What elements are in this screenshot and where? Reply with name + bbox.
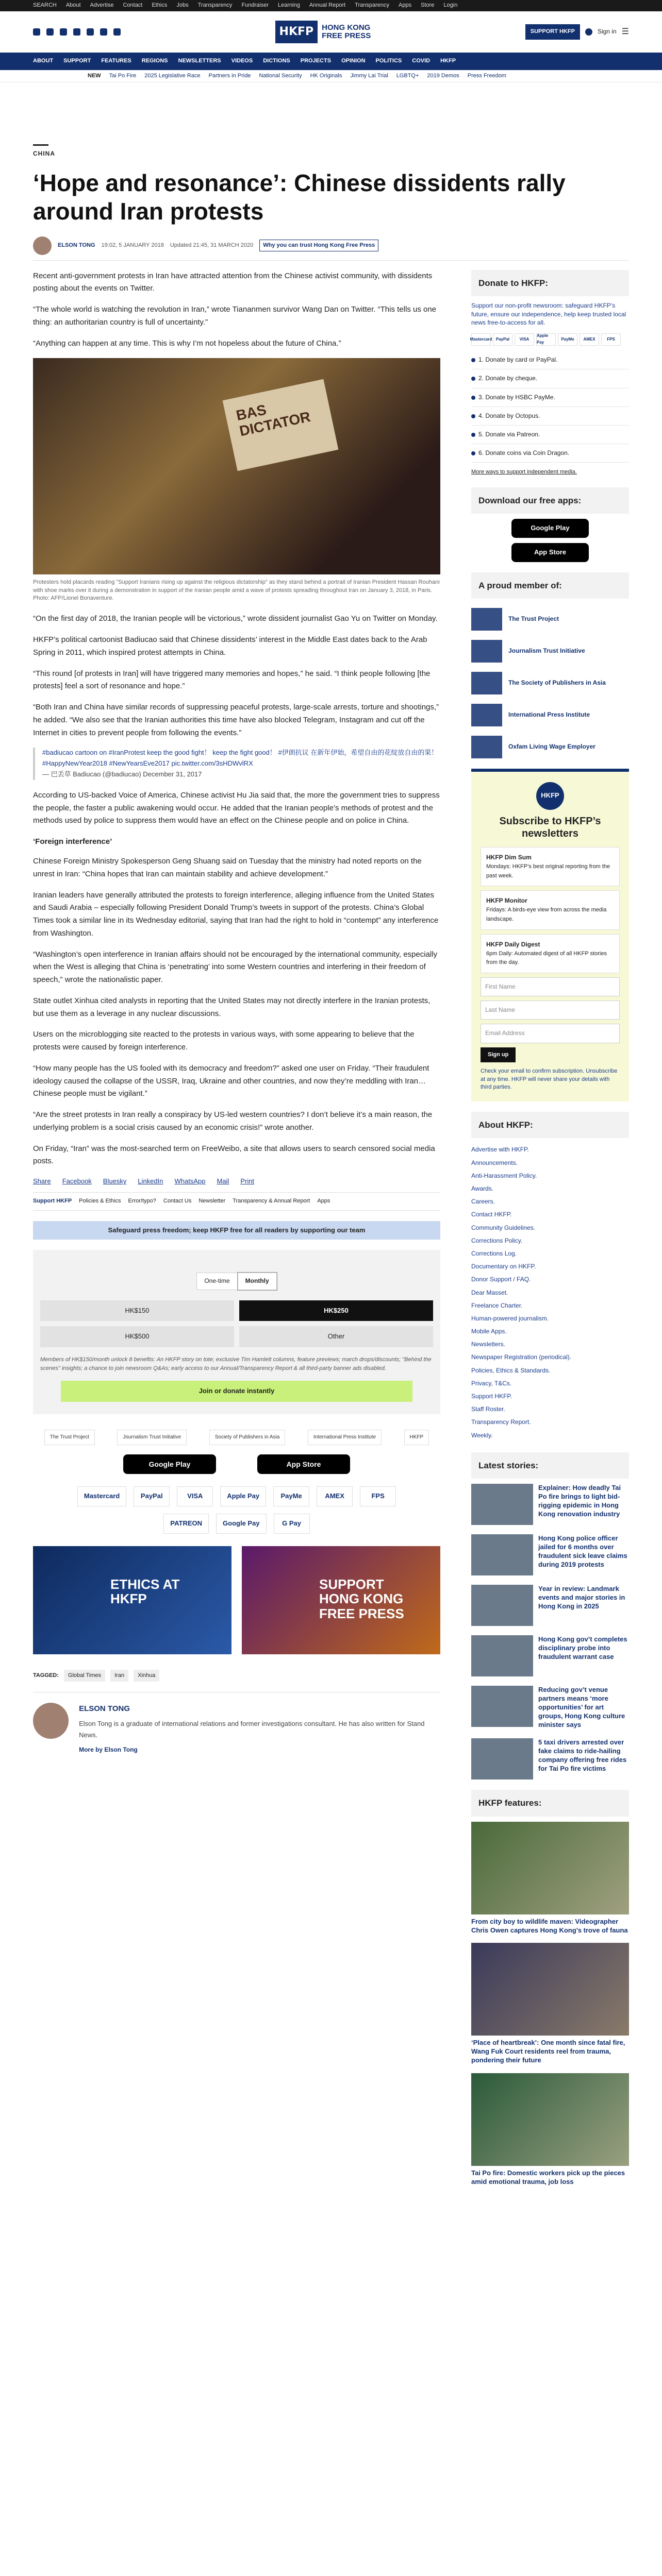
topbar-link[interactable]: Apps (399, 2, 412, 9)
about-link[interactable]: Awards. (471, 1185, 494, 1193)
about-link[interactable]: Advertise with HKFP. (471, 1146, 529, 1154)
content-columns (33, 270, 629, 2195)
payment-logo: AMEX (317, 1486, 353, 1506)
youtube-icon[interactable] (87, 28, 94, 36)
paragraph: “The whole world is watching the revolution in Iran,” wrote Tiananmen survivor Wang Dan on Twitter. “This tells us one thing: an authoritarian country is full of uncertainty.” (33, 305, 437, 327)
top-utility-bar (0, 0, 662, 11)
site-header (0, 11, 662, 53)
sidebar-apps-title: Download our free apps: (471, 487, 629, 514)
photo-caption: Protesters hold placards reading "Support Iranians rising up against the religious dictatorship" as they stand behind a portrait of Iranian President Hassan Rouhani with shoe marks over it during a demonstration in support of the Iranian people amid a wave of protests spreading throughout Iran on January 3, 2018, in Paris. Photo: AFP/Lionel Bonaventure. (33, 579, 440, 602)
newsletter-option-name: HKFP Dim Sum (486, 853, 532, 861)
trending-link[interactable]: Jimmy Lai Trial (350, 72, 388, 79)
footer-link[interactable]: Apps (317, 1197, 330, 1204)
main-nav (0, 53, 662, 70)
nav-item[interactable]: COVID (412, 58, 431, 64)
member-org[interactable] (471, 672, 629, 694)
about-link[interactable]: Announcements. (471, 1159, 518, 1166)
newsletter-option-desc: 6pm Daily: Automated digest of all HKFP stories from the day. (486, 950, 607, 966)
photo-placard: BAS DICTATOR (223, 379, 339, 471)
category-rule (33, 144, 48, 146)
logo-mark: HKFP (275, 21, 318, 43)
linkedin-icon[interactable] (100, 28, 107, 36)
feature-title: ‘Place of heartbreak’: One month since fatal fire, Wang Fuk Court residents reel from trauma, pondering their future (471, 2039, 625, 2064)
about-link[interactable]: Dear Masset. (471, 1289, 508, 1296)
tag-list (33, 1670, 440, 1682)
author-avatar (33, 236, 52, 255)
member-org-name: The Society of Publishers in Asia (508, 679, 606, 687)
card-logos (471, 333, 629, 346)
member-org-logo (471, 672, 502, 694)
card-logo: PayPal (493, 333, 512, 346)
support-button[interactable]: SUPPORT HKFP (525, 24, 580, 40)
about-links (471, 1143, 629, 1442)
about-link[interactable]: Human-powered journalism. (471, 1314, 549, 1322)
member-org-name: The Trust Project (508, 615, 559, 623)
feature-title: From city boy to wildlife maven: Videographer Chris Owen captures Hong Kong’s trove of fauna (471, 1917, 628, 1934)
member-org[interactable] (471, 608, 629, 631)
story-title: 5 taxi drivers arrested over fake claims to ride-hailing company offering free rides for Tai Po fire victims (538, 1738, 627, 1773)
paragraph: Users on the microblogging site reacted to the protests in various ways, with some appearing to believe that the protests were caused by foreign interference. (33, 1030, 415, 1052)
amount-options (40, 1300, 433, 1348)
about-link[interactable]: Anti-Harassment Policy. (471, 1172, 537, 1179)
about-link[interactable]: Donor Support / FAQ. (471, 1276, 531, 1283)
sidebar (471, 270, 629, 2195)
site-logo[interactable] (275, 21, 371, 43)
sidebar-member-title: A proud member of: (471, 572, 629, 599)
topbar-link[interactable]: Jobs (176, 2, 189, 9)
paragraph: Iranian leaders have generally attributed the protests to foreign interference, alleging influence from the United States and Saudi Arabia – especially following President Donald Trump’s tweets in support of the protests. China’s Global Times took a similar line in its Wednesday editorial, saying that Iran had the right to hold in “contempt” any interference from Washington. (33, 890, 439, 938)
latest-story[interactable] (471, 1686, 629, 1729)
member-org-logo (471, 736, 502, 758)
logo-line1: HONG KONG (322, 23, 371, 32)
story-thumbnail (471, 1484, 533, 1525)
donate-way[interactable]: 4. Donate by Octopus. (471, 407, 629, 426)
member-logo: The Trust Project (44, 1430, 95, 1445)
story-thumbnail (471, 1635, 533, 1676)
member-benefits-note: Members of HK$150/month unlock 8 benefits: An HKFP story on tote; exclusive Tim Hamlett columns, feature previews; march drops/discounts; "Behind the scenes" insights; a chance to join newsroom Q&As; early access to our Annual/Transparency Report & all third-party banner ads disabled. (40, 1357, 432, 1371)
logo-text (322, 24, 371, 41)
donate-way[interactable]: 5. Donate via Patreon. (471, 426, 629, 444)
about-link[interactable]: Newsletters. (471, 1341, 506, 1348)
feature-story[interactable] (471, 2073, 629, 2187)
story-thumbnail (471, 1738, 533, 1780)
card-logo: Mastercard (471, 333, 491, 346)
trending-link[interactable]: Partners in Pride (208, 72, 251, 79)
card-logo: AMEX (580, 333, 599, 346)
nav-item[interactable]: NEWSLETTERS (178, 58, 221, 64)
story-title: Year in review: Landmark events and major stories in Hong Kong in 2025 (538, 1584, 625, 1610)
promo-support[interactable]: SUPPORT HONG KONG FREE PRESS (242, 1546, 440, 1654)
newsletter-note: Check your email to confirm subscription. Unsubscribe at any time. HKFP will never share your details with third parties. (481, 1068, 618, 1090)
nav-item[interactable]: ABOUT (33, 58, 54, 64)
sidebar-app-store[interactable]: App Store (511, 543, 589, 562)
feature-image (471, 1943, 629, 2036)
author-box (33, 1692, 440, 1756)
newsletter-badge: HKFP (536, 782, 564, 810)
tag[interactable]: Xinhua (134, 1670, 159, 1682)
more-by-author[interactable]: More by Elson Tong (79, 1746, 138, 1754)
google-play-badge[interactable]: Google Play (123, 1454, 216, 1474)
article-photo (33, 358, 440, 574)
about-link[interactable]: Policies, Ethics & Standards. (471, 1366, 551, 1374)
nav-item[interactable]: POLITICS (375, 58, 402, 64)
donate-way[interactable]: 2. Donate by cheque. (471, 369, 629, 388)
about-link[interactable]: Transparency Report. (471, 1418, 531, 1426)
author-bio: Elson Tong is a graduate of international relations and former investigations consultant. He has also written for Stand News. (79, 1720, 425, 1739)
promo-ethics[interactable]: ETHICS AT HKFP (33, 1546, 231, 1654)
member-org[interactable] (471, 704, 629, 726)
sidebar-features-title: HKFP features: (471, 1790, 629, 1816)
donate-way[interactable]: 6. Donate coins via Coin Dragon. (471, 444, 629, 463)
latest-story[interactable] (471, 1635, 629, 1676)
tweet-text: #badiucao cartoon on #IranProtest keep the good fight！ keep the fight good！ #伊朗抗议 在新年伊始，希望自由的花绽放自由的果！#HappyNewYear2018 #NewYearsEve2017 pic.twitter.com/3sHDWvlRX (42, 749, 438, 768)
share-label: Share (33, 1177, 51, 1185)
sidebar-google-play[interactable]: Google Play (511, 519, 589, 538)
paragraph: HKFP’s political cartoonist Badiucao said that Chinese dissidents’ interest in the Middle East dates back to the Arab Spring in 2011, which inspired protest attempts in China. (33, 635, 427, 657)
member-org[interactable] (471, 736, 629, 758)
feature-story[interactable] (471, 1943, 629, 2065)
latest-story[interactable] (471, 1585, 629, 1626)
trending-link[interactable]: LGBTQ+ (396, 72, 419, 79)
author-photo (33, 1703, 69, 1739)
header-actions (525, 24, 629, 40)
paragraph: According to US-backed Voice of America, Chinese activist Hu Jia said that, the more the government tries to suppress the people, the faster a public awakening would occur. He added that the Iranian people’s methods of protest and the methods used by police to suppress them would have an effect on the Chinese people and on police in China. (33, 790, 440, 825)
publish-date: 19:02, 5 JANUARY 2018 (101, 242, 164, 248)
payment-logo: PayMe (273, 1486, 309, 1506)
story-thumbnail (471, 1585, 533, 1626)
nav-item[interactable]: DICTIONS (263, 58, 290, 64)
logo-line2: FREE PRESS (322, 31, 371, 40)
member-logos (33, 1430, 440, 1445)
about-link[interactable]: Support HKFP. (471, 1393, 512, 1400)
menu-icon[interactable]: ☰ (621, 27, 629, 37)
about-link[interactable]: Newspaper Registration (periodical). (471, 1353, 572, 1361)
member-org-logo (471, 704, 502, 726)
newsletter-option[interactable] (481, 847, 620, 886)
nav-item[interactable]: PROJECTS (300, 58, 332, 64)
nav-item[interactable]: HKFP (440, 58, 456, 64)
paragraph: “On the first day of 2018, the Iranian people will be victorious,” wrote dissident journalist Gao Yu on Twitter on Monday. (33, 614, 438, 623)
about-link[interactable]: Corrections Policy. (471, 1236, 523, 1244)
newsletter-option-name: HKFP Monitor (486, 897, 527, 905)
payment-logo: FPS (360, 1486, 396, 1506)
sidebar-donate-title: Donate to HKFP: (471, 270, 629, 296)
trending-link[interactable]: 2025 Legislative Race (144, 72, 201, 79)
paragraph: “Washington’s open interference in Iranian affairs should not be encouraged by the international community, especially when the West is alleging that China is ‘penetrating’ into some Western countries and interfering in their freedom of speech,” wrote the nationalistic paper. (33, 950, 438, 985)
amount-option[interactable]: Other (239, 1326, 433, 1347)
signup-button[interactable]: Sign up (481, 1047, 516, 1063)
amount-option[interactable]: HK$500 (40, 1326, 234, 1347)
donate-way[interactable]: 1. Donate by card or PayPal. (471, 351, 629, 369)
member-logo: Journalism Trust Initiative (117, 1430, 187, 1445)
article-footer-links (33, 1192, 440, 1211)
about-link[interactable]: Staff Roster. (471, 1405, 505, 1413)
topbar-link[interactable]: Ethics (152, 2, 168, 9)
share-linkedin[interactable]: LinkedIn (138, 1177, 163, 1185)
payment-logo: PATREON (163, 1514, 209, 1534)
about-link[interactable]: Weekly. (471, 1431, 493, 1439)
first-name-input[interactable]: First Name (481, 977, 620, 996)
tagged-label: TAGGED: (33, 1672, 59, 1679)
topbar-link[interactable]: Contact (123, 2, 143, 9)
trust-link[interactable]: Why you can trust Hong Kong Free Press (259, 240, 378, 252)
member-logo: International Press Institute (308, 1430, 382, 1445)
feature-image (471, 2073, 629, 2166)
share-bluesky[interactable]: Bluesky (103, 1177, 127, 1185)
card-logo: VISA (515, 333, 534, 346)
story-title: Hong Kong police officer jailed for 6 months over fraudulent sick leave claims during 2019 protests (538, 1534, 627, 1568)
footer-link[interactable]: Newsletter (198, 1197, 226, 1204)
trending-link[interactable]: HK Originals (310, 72, 342, 79)
member-org-name: International Press Institute (508, 711, 590, 719)
trending-label: NEW (88, 72, 101, 79)
topbar-link[interactable]: Login (443, 2, 458, 9)
payment-logo: G Pay (274, 1514, 310, 1534)
paragraph: Recent anti-government protests in Iran have attracted attention from the Chinese activist community, with dissidents posting about the events on Twitter. (33, 271, 433, 293)
share-print[interactable]: Print (240, 1177, 255, 1185)
latest-story[interactable] (471, 1738, 629, 1780)
payment-logo: Apple Pay (220, 1486, 266, 1506)
main-content (33, 144, 629, 2195)
newsletter-option[interactable] (481, 934, 620, 973)
payment-logo: VISA (177, 1486, 213, 1506)
sidebar-donate-text[interactable]: Support our non-profit newsroom: safeguard HKFP’s future, ensure our independence, help keep trusted local news free-to-access for all. (471, 301, 626, 327)
story-title: Hong Kong gov’t completes disciplinary probe into fraudulent warrant case (538, 1635, 627, 1660)
payment-logo: Mastercard (77, 1486, 126, 1506)
member-logo: HKFP (404, 1430, 429, 1445)
latest-story[interactable] (471, 1484, 629, 1525)
topbar-link[interactable]: Transparency (355, 2, 390, 9)
social-icons (33, 28, 121, 36)
footer-link[interactable]: Policies & Ethics (79, 1197, 121, 1204)
story-title: Reducing gov’t venue partners means ‘more opportunities’ for art groups, Hong Kong culture minister says (538, 1685, 625, 1728)
trending-bar (0, 70, 662, 82)
feature-story[interactable] (471, 1822, 629, 1935)
topbar-link[interactable]: Transparency (197, 2, 233, 9)
about-link[interactable]: Mobile Apps. (471, 1328, 507, 1335)
sidebar-about-title: About HKFP: (471, 1112, 629, 1138)
trending-link[interactable]: Press Freedom (467, 72, 506, 79)
donate-ways (471, 351, 629, 463)
embedded-tweet[interactable] (33, 748, 440, 779)
twitter-icon[interactable] (46, 28, 54, 36)
topbar-link[interactable]: Fundraiser (241, 2, 269, 9)
about-link[interactable]: Corrections Log. (471, 1249, 517, 1257)
about-link[interactable]: Documentary on HKFP. (471, 1263, 536, 1270)
member-org[interactable] (471, 640, 629, 663)
category-label[interactable]: CHINA (33, 150, 55, 157)
member-org-name: Journalism Trust Initiative (508, 647, 585, 655)
member-org-name: Oxfam Living Wage Employer (508, 743, 595, 751)
frequency-toggle (40, 1273, 433, 1290)
about-link[interactable]: Privacy, T&Cs. (471, 1379, 512, 1387)
share-whatsapp[interactable]: WhatsApp (174, 1177, 206, 1185)
threads-icon[interactable] (73, 28, 80, 36)
about-link[interactable]: Freelance Charter. (471, 1301, 523, 1309)
share-bar (33, 1176, 440, 1187)
article-title: ‘Hope and resonance’: Chinese dissidents rally around Iran protests (33, 170, 566, 225)
amount-option-selected[interactable]: HK$250 (239, 1300, 433, 1321)
author-box-name[interactable]: ELSON TONG (79, 1704, 130, 1714)
donate-widget (33, 1250, 440, 1414)
trending-link[interactable]: Tai Po Fire (109, 72, 137, 79)
amount-option[interactable]: HK$150 (40, 1300, 234, 1321)
updated-date: Updated 21:45, 31 MARCH 2020 (170, 242, 254, 248)
payment-logo: PayPal (134, 1486, 170, 1506)
topbar-link[interactable]: Store (421, 2, 435, 9)
paragraph: “This round [of protests in Iran] will have triggered many memories and hopes,” he said. “I think people following [the protests] feel a sort of resonance and hope.” (33, 669, 431, 691)
topbar-link[interactable]: About (65, 2, 81, 9)
paragraph: “Both Iran and China have similar records of suppressing peaceful protests, large-scale arrests, torture and shootings,” he added. “We also see that the Iranian authorities this time have also blocked Telegram, Instagram and cut off the Internet in cities to prevent people from following the events.” (33, 703, 439, 737)
app-store-badges (33, 1454, 440, 1474)
newsletter-title: Subscribe to HKFP’s newsletters (499, 815, 601, 839)
paragraph: “Anything can happen at any time. This is why I’m not hopeless about the future of China.” (33, 338, 341, 348)
story-thumbnail (471, 1686, 533, 1727)
paragraph: “How many people has the US fooled with its democracy and freedom?” asked one user on Friday. “Their fraudulent ideology caused the collapse of the USSR, Iraq, Ukraine and other countries, and now they’re meddling with Iran… Chinese people must be vigilant.” (33, 1063, 429, 1098)
payment-methods (54, 1486, 420, 1534)
topbar-link[interactable]: Learning (278, 2, 300, 9)
tag[interactable]: Iran (110, 1670, 128, 1682)
feature-image (471, 1822, 629, 1914)
newsletter-box (471, 769, 629, 1101)
topbar-link[interactable]: SEARCH (33, 2, 57, 9)
promo-banners (33, 1546, 440, 1654)
newsletter-option-name: HKFP Daily Digest (486, 940, 540, 948)
footer-link[interactable]: Transparency & Annual Report (233, 1197, 310, 1204)
article-body (33, 270, 440, 2195)
topbar-link[interactable]: Annual Report (309, 2, 346, 9)
footer-link[interactable]: Support HKFP (33, 1197, 72, 1204)
nav-item[interactable]: FEATURES (101, 58, 131, 64)
nav-item[interactable]: VIDEOS (231, 58, 253, 64)
toggle-monthly[interactable]: Monthly (238, 1273, 277, 1290)
share-mail[interactable]: Mail (217, 1177, 229, 1185)
member-org-logo (471, 640, 502, 663)
donate-banner[interactable]: Safeguard press freedom; keep HKFP free for all readers by supporting our team (33, 1221, 440, 1240)
about-link[interactable]: Careers. (471, 1198, 495, 1206)
trending-link[interactable]: National Security (259, 72, 302, 79)
email-input[interactable]: Email Address (481, 1024, 620, 1043)
nav-item[interactable]: SUPPORT (63, 58, 91, 64)
member-logo: Society of Publishers in Asia (209, 1430, 286, 1445)
about-link[interactable]: Community Guidelines. (471, 1224, 536, 1231)
paragraph: “Are the street protests in Iran really a conspiracy by US-led western countries? I don’t believe it’s a main reason, the underlying problem is a social crisis caused by an economic crisis!” wrote another. (33, 1110, 433, 1132)
story-thumbnail (471, 1534, 533, 1575)
paragraph: On Friday, “Iran” was the most-searched term on FreeWeibo, a site that allows users to search censored social media posts. (33, 1144, 435, 1166)
card-logo: FPS (601, 333, 621, 346)
join-button[interactable]: Join or donate instantly (61, 1381, 412, 1402)
last-name-input[interactable]: Last Name (481, 1001, 620, 1020)
paragraph: Chinese Foreign Ministry Spokesperson Geng Shuang said on Tuesday that the ministry had noted reports on the unrest in Iran: “China hopes that Iran can maintain stability and achieve development.” (33, 857, 422, 878)
nav-item[interactable]: REGIONS (141, 58, 168, 64)
more-ways-link[interactable]: More ways to support independent media. (471, 469, 577, 476)
about-link[interactable]: Contact HKFP. (471, 1211, 512, 1218)
toggle-once[interactable]: One-time (196, 1273, 237, 1290)
paragraph: State outlet Xinhua cited analysts in reporting that the United States may not directly interfere in the Iranian protests, but use them as a leverage in any nuclear discussions. (33, 996, 431, 1018)
newsletter-option[interactable] (481, 890, 620, 929)
instagram-icon[interactable] (60, 28, 67, 36)
author-name[interactable]: ELSON TONG (58, 242, 95, 248)
nav-item[interactable]: OPINION (341, 58, 366, 64)
byline (33, 236, 629, 261)
story-title: Explainer: How deadly Tai Po fire brings to light bid-rigging epidemic in Hong Kong renovation industry (538, 1483, 621, 1518)
tweet-signature: — 巴丢草 Badiucao (@badiucao) December 31, 2017 (42, 770, 202, 778)
footer-link[interactable]: Error/typo? (128, 1197, 156, 1204)
sidebar-latest-title: Latest stories: (471, 1452, 629, 1479)
card-logo: PayMe (558, 333, 577, 346)
section-heading: ‘Foreign interference’ (33, 837, 112, 846)
sign-in-link[interactable]: Sign in (597, 28, 617, 36)
tag[interactable]: Global Times (64, 1670, 105, 1682)
user-icon[interactable] (585, 28, 592, 36)
rss-icon[interactable] (113, 28, 121, 36)
latest-story[interactable] (471, 1534, 629, 1575)
share-facebook[interactable]: Facebook (62, 1177, 92, 1185)
member-org-logo (471, 608, 502, 631)
facebook-icon[interactable] (33, 28, 40, 36)
feature-title: Tai Po fire: Domestic workers pick up the pieces amid emotional trauma, job loss (471, 2169, 625, 2185)
card-logo: Apple Pay (536, 333, 556, 346)
topbar-link[interactable]: Advertise (90, 2, 114, 9)
newsletter-option-desc: Fridays: A birds-eye view from across the media landscape. (486, 907, 607, 922)
footer-link[interactable]: Contact Us (163, 1197, 192, 1204)
trending-link[interactable]: 2019 Demos (427, 72, 459, 79)
app-store-badge[interactable]: App Store (257, 1454, 350, 1474)
donate-way[interactable]: 3. Donate by HSBC PayMe. (471, 388, 629, 407)
payment-logo: Google Pay (216, 1514, 267, 1534)
newsletter-option-desc: Mondays: HKFP’s best original reporting from the past week. (486, 863, 610, 879)
